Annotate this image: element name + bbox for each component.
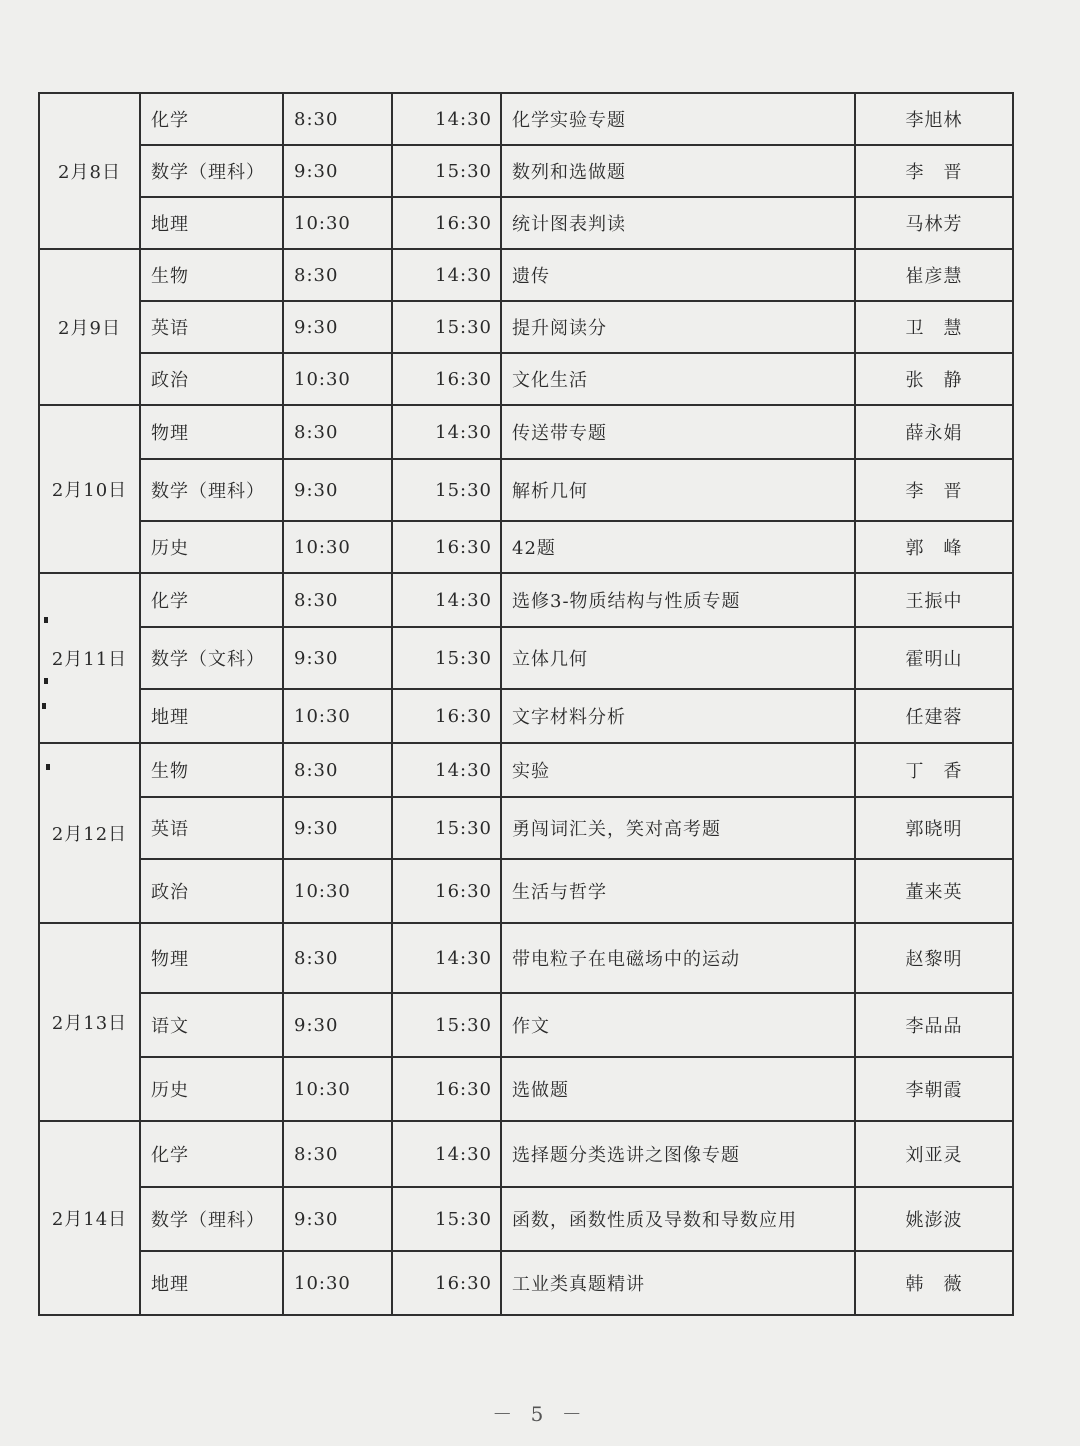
- topic-cell: 作文: [501, 993, 855, 1057]
- afternoon-time-cell: 14:30: [392, 743, 501, 797]
- subject-cell: 地理: [140, 689, 283, 743]
- subject-cell: 生物: [140, 743, 283, 797]
- subject-cell: 数学（理科）: [140, 459, 283, 521]
- date-cell: 2月13日: [39, 923, 140, 1121]
- teacher-cell: 马林芳: [855, 197, 1013, 249]
- morning-time-cell: 9:30: [283, 1187, 392, 1251]
- table-row: [39, 1187, 1013, 1251]
- afternoon-time-cell: 15:30: [392, 627, 501, 689]
- subject-cell: 数学（理科）: [140, 1187, 283, 1251]
- topic-cell: 实验: [501, 743, 855, 797]
- table-row: [39, 689, 1013, 743]
- topic-cell: 勇闯词汇关，笑对高考题: [501, 797, 855, 859]
- teacher-cell: 卫 慧: [855, 301, 1013, 353]
- teacher-cell: 崔彦慧: [855, 249, 1013, 301]
- topic-cell: 工业类真题精讲: [501, 1251, 855, 1315]
- teacher-cell: 张 静: [855, 353, 1013, 405]
- afternoon-time-cell: 15:30: [392, 145, 501, 197]
- teacher-cell: 韩 薇: [855, 1251, 1013, 1315]
- morning-time-cell: 8:30: [283, 93, 392, 145]
- morning-time-cell: 9:30: [283, 797, 392, 859]
- subject-cell: 英语: [140, 797, 283, 859]
- topic-cell: 带电粒子在电磁场中的运动: [501, 923, 855, 993]
- subject-cell: 化学: [140, 1121, 283, 1187]
- subject-cell: 化学: [140, 573, 283, 627]
- morning-time-cell: 10:30: [283, 353, 392, 405]
- topic-cell: 解析几何: [501, 459, 855, 521]
- morning-time-cell: 10:30: [283, 521, 392, 573]
- table-row: [39, 797, 1013, 859]
- afternoon-time-cell: 16:30: [392, 521, 501, 573]
- topic-cell: 选修3-物质结构与性质专题: [501, 573, 855, 627]
- table-row: [39, 859, 1013, 923]
- topic-cell: 化学实验专题: [501, 93, 855, 145]
- afternoon-time-cell: 14:30: [392, 249, 501, 301]
- table-row: [39, 1121, 1013, 1187]
- date-cell: 2月9日: [39, 249, 140, 405]
- afternoon-time-cell: 14:30: [392, 405, 501, 459]
- date-cell: 2月8日: [39, 93, 140, 249]
- subject-cell: 化学: [140, 93, 283, 145]
- date-cell: 2月12日: [39, 743, 140, 923]
- afternoon-time-cell: 14:30: [392, 573, 501, 627]
- morning-time-cell: 8:30: [283, 573, 392, 627]
- afternoon-time-cell: 15:30: [392, 459, 501, 521]
- morning-time-cell: 10:30: [283, 1251, 392, 1315]
- subject-cell: 历史: [140, 521, 283, 573]
- teacher-cell: 李旭林: [855, 93, 1013, 145]
- teacher-cell: 董来英: [855, 859, 1013, 923]
- teacher-cell: 薛永娟: [855, 405, 1013, 459]
- subject-cell: 政治: [140, 859, 283, 923]
- afternoon-time-cell: 14:30: [392, 93, 501, 145]
- morning-time-cell: 9:30: [283, 459, 392, 521]
- afternoon-time-cell: 16:30: [392, 1057, 501, 1121]
- subject-cell: 英语: [140, 301, 283, 353]
- teacher-cell: 刘亚灵: [855, 1121, 1013, 1187]
- teacher-cell: 王振中: [855, 573, 1013, 627]
- scan-speck: [44, 678, 48, 684]
- morning-time-cell: 8:30: [283, 405, 392, 459]
- morning-time-cell: 9:30: [283, 301, 392, 353]
- date-cell: 2月14日: [39, 1121, 140, 1315]
- topic-cell: 生活与哲学: [501, 859, 855, 923]
- morning-time-cell: 9:30: [283, 627, 392, 689]
- table-row: [39, 459, 1013, 521]
- table-row: [39, 405, 1013, 459]
- morning-time-cell: 8:30: [283, 743, 392, 797]
- subject-cell: 数学（文科）: [140, 627, 283, 689]
- topic-cell: 函数，函数性质及导数和导数应用: [501, 1187, 855, 1251]
- subject-cell: 物理: [140, 923, 283, 993]
- date-cell: 2月10日: [39, 405, 140, 573]
- afternoon-time-cell: 16:30: [392, 859, 501, 923]
- table-row: [39, 743, 1013, 797]
- teacher-cell: 郭晓明: [855, 797, 1013, 859]
- table-row: [39, 993, 1013, 1057]
- topic-cell: 立体几何: [501, 627, 855, 689]
- subject-cell: 生物: [140, 249, 283, 301]
- schedule-table: [38, 92, 1014, 1316]
- subject-cell: 历史: [140, 1057, 283, 1121]
- morning-time-cell: 9:30: [283, 993, 392, 1057]
- afternoon-time-cell: 16:30: [392, 197, 501, 249]
- table-row: [39, 1057, 1013, 1121]
- topic-cell: 选择题分类选讲之图像专题: [501, 1121, 855, 1187]
- table-row: [39, 249, 1013, 301]
- topic-cell: 文化生活: [501, 353, 855, 405]
- subject-cell: 政治: [140, 353, 283, 405]
- subject-cell: 地理: [140, 1251, 283, 1315]
- subject-cell: 语文: [140, 993, 283, 1057]
- topic-cell: 提升阅读分: [501, 301, 855, 353]
- topic-cell: 文字材料分析: [501, 689, 855, 743]
- table-row: [39, 627, 1013, 689]
- date-cell: 2月11日: [39, 573, 140, 743]
- scan-speck: [42, 703, 46, 709]
- table-row: [39, 197, 1013, 249]
- subject-cell: 物理: [140, 405, 283, 459]
- afternoon-time-cell: 14:30: [392, 923, 501, 993]
- teacher-cell: 郭 峰: [855, 521, 1013, 573]
- table-row: [39, 301, 1013, 353]
- morning-time-cell: 10:30: [283, 859, 392, 923]
- topic-cell: 42题: [501, 521, 855, 573]
- teacher-cell: 李朝霞: [855, 1057, 1013, 1121]
- table-row: [39, 353, 1013, 405]
- table-row: [39, 573, 1013, 627]
- teacher-cell: 赵黎明: [855, 923, 1013, 993]
- schedule-body: [39, 93, 1013, 1315]
- afternoon-time-cell: 15:30: [392, 301, 501, 353]
- morning-time-cell: 8:30: [283, 1121, 392, 1187]
- teacher-cell: 霍明山: [855, 627, 1013, 689]
- afternoon-time-cell: 15:30: [392, 993, 501, 1057]
- teacher-cell: 任建蓉: [855, 689, 1013, 743]
- scan-speck: [46, 764, 50, 770]
- morning-time-cell: 10:30: [283, 689, 392, 743]
- topic-cell: 传送带专题: [501, 405, 855, 459]
- table-row: [39, 145, 1013, 197]
- afternoon-time-cell: 15:30: [392, 1187, 501, 1251]
- morning-time-cell: 10:30: [283, 197, 392, 249]
- afternoon-time-cell: 16:30: [392, 689, 501, 743]
- teacher-cell: 李 晋: [855, 145, 1013, 197]
- table-row: [39, 521, 1013, 573]
- afternoon-time-cell: 15:30: [392, 797, 501, 859]
- morning-time-cell: 8:30: [283, 249, 392, 301]
- afternoon-time-cell: 14:30: [392, 1121, 501, 1187]
- table-row: [39, 93, 1013, 145]
- subject-cell: 地理: [140, 197, 283, 249]
- topic-cell: 统计图表判读: [501, 197, 855, 249]
- teacher-cell: 姚澎波: [855, 1187, 1013, 1251]
- morning-time-cell: 10:30: [283, 1057, 392, 1121]
- table-row: [39, 923, 1013, 993]
- scan-speck: [44, 617, 48, 623]
- topic-cell: 选做题: [501, 1057, 855, 1121]
- subject-cell: 数学（理科）: [140, 145, 283, 197]
- afternoon-time-cell: 16:30: [392, 1251, 501, 1315]
- teacher-cell: 李 晋: [855, 459, 1013, 521]
- table-row: [39, 1251, 1013, 1315]
- topic-cell: 数列和选做题: [501, 145, 855, 197]
- teacher-cell: 李品品: [855, 993, 1013, 1057]
- teacher-cell: 丁 香: [855, 743, 1013, 797]
- page-number: － 5 －: [492, 1402, 588, 1426]
- topic-cell: 遗传: [501, 249, 855, 301]
- morning-time-cell: 8:30: [283, 923, 392, 993]
- morning-time-cell: 9:30: [283, 145, 392, 197]
- afternoon-time-cell: 16:30: [392, 353, 501, 405]
